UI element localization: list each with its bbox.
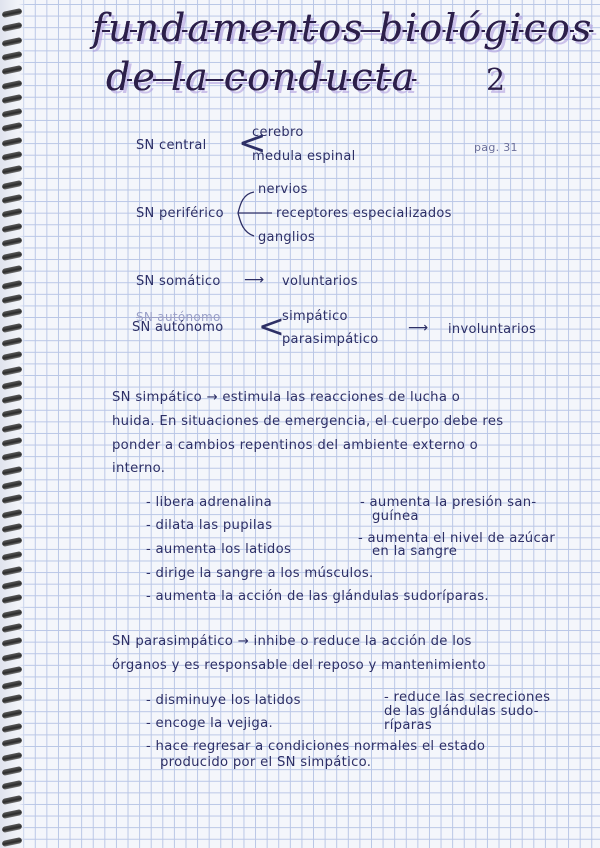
- spiral-ring: [2, 323, 23, 333]
- spiral-ring: [2, 823, 23, 833]
- simpatico-bullet: - dilata las pupilas: [146, 518, 273, 533]
- spiral-ring: [2, 480, 23, 490]
- arrow-right-icon: ⟶: [244, 272, 265, 288]
- page-title-line2: de la conducta: [106, 55, 417, 99]
- simpatico-bullet: - aumenta los latidos: [146, 542, 292, 557]
- spiral-ring: [2, 437, 23, 447]
- spiral-ring: [2, 623, 23, 633]
- spiral-ring: [2, 22, 23, 32]
- spiral-ring: [2, 151, 23, 161]
- spiral-ring: [2, 94, 23, 104]
- sn-autonomo-item: parasimpático: [282, 332, 379, 347]
- sn-autonomo-struck: SN autónomo: [136, 310, 221, 324]
- spiral-ring: [2, 51, 23, 61]
- page-reference: pag. 31: [474, 141, 518, 154]
- spiral-ring: [2, 423, 23, 433]
- spiral-ring: [2, 380, 23, 390]
- sn-autonomo-item: simpático: [282, 309, 348, 324]
- spiral-ring: [2, 666, 23, 676]
- spiral-ring: [2, 165, 23, 175]
- spiral-ring: [2, 680, 23, 690]
- spiral-ring: [2, 752, 23, 762]
- simpatico-bullet: - dirige la sangre a los músculos.: [146, 566, 374, 581]
- simpatico-bullet-cont: en la sangre: [372, 544, 458, 559]
- sn-periferico-item: ganglios: [258, 230, 316, 245]
- spiral-ring: [2, 108, 23, 118]
- spiral-ring: [2, 794, 23, 804]
- spiral-ring: [2, 265, 23, 275]
- parasimpatico-line: órganos y es responsable del reposo y mantenimiento: [112, 658, 486, 673]
- spiral-ring: [2, 737, 23, 747]
- page-title-number: 2: [486, 63, 506, 98]
- spiral-ring: [2, 122, 23, 132]
- spiral-ring: [2, 580, 23, 590]
- parasimpatico-bullet-cont: ríparas: [384, 718, 433, 733]
- parasimpatico-bullet: - disminuye los latidos: [146, 693, 301, 708]
- spiral-ring: [2, 809, 23, 819]
- spiral-ring: [2, 408, 23, 418]
- sn-periferico-label: SN periférico: [136, 206, 224, 221]
- spiral-ring: [2, 65, 23, 75]
- parasimpatico-line: SN parasimpático → inhibe o reduce la acción de los: [112, 634, 472, 649]
- sn-autonomo-label: SN autónomo: [132, 320, 224, 335]
- spiral-ring: [2, 637, 23, 647]
- simpatico-line: huida. En situaciones de emergencia, el cuerpo debe res: [112, 414, 504, 429]
- parasimpatico-bullet: - reduce las secreciones: [384, 690, 551, 705]
- spiral-ring: [2, 351, 23, 361]
- spiral-ring: [2, 780, 23, 790]
- spiral-ring: [2, 222, 23, 232]
- sn-periferico-item: nervios: [258, 182, 308, 197]
- brace-icon: <: [238, 123, 267, 163]
- simpatico-line: interno.: [112, 461, 166, 476]
- spiral-ring: [2, 137, 23, 147]
- spiral-ring: [2, 280, 23, 290]
- spiral-ring: [2, 537, 23, 547]
- spiral-ring: [2, 508, 23, 518]
- spiral-ring: [2, 194, 23, 204]
- simpatico-bullet: - aumenta la presión san-: [360, 495, 537, 510]
- simpatico-bullet-cont: guínea: [372, 509, 419, 524]
- sn-central-item: medula espinal: [252, 149, 356, 164]
- spiral-ring: [2, 594, 23, 604]
- simpatico-bullet: - libera adrenalina: [146, 495, 273, 510]
- spiral-ring: [2, 709, 23, 719]
- sn-autonomo-result: involuntarios: [448, 322, 537, 337]
- spiral-ring: [2, 551, 23, 561]
- spiral-ring: [2, 694, 23, 704]
- spiral-ring: [2, 766, 23, 776]
- spiral-ring: [2, 37, 23, 47]
- spiral-ring: [2, 8, 23, 18]
- spiral-ring: [2, 365, 23, 375]
- spiral-ring: [2, 394, 23, 404]
- spiral-ring: [2, 337, 23, 347]
- spiral-ring: [2, 466, 23, 476]
- parasimpatico-bullet: - encoge la vejiga.: [146, 716, 273, 731]
- spiral-ring: [2, 451, 23, 461]
- page-title-line1: fundamentos biológicos: [92, 6, 594, 50]
- parasimpatico-bullet-cont: producido por el SN simpático.: [160, 755, 372, 770]
- spiral-ring: [2, 609, 23, 619]
- spiral-ring: [2, 208, 23, 218]
- spiral-ring: [2, 494, 23, 504]
- spiral-ring: [2, 79, 23, 89]
- spiral-ring: [2, 837, 23, 847]
- spiral-ring: [2, 180, 23, 190]
- sn-central-item: cerebro: [252, 125, 304, 140]
- spiral-ring: [2, 566, 23, 576]
- simpatico-bullet: - aumenta la acción de las glándulas sudoríparas.: [146, 589, 489, 604]
- parasimpatico-bullet: - hace regresar a condiciones normales el estado: [146, 739, 486, 754]
- spiral-ring: [2, 308, 23, 318]
- notebook-spiral: [0, 0, 26, 848]
- brace-icon: <: [258, 307, 285, 345]
- sn-somatico-result: voluntarios: [282, 274, 358, 289]
- spiral-ring: [2, 251, 23, 261]
- simpatico-bullet: - aumenta el nivel de azúcar: [358, 531, 556, 546]
- simpatico-line: ponder a cambios repentinos del ambiente externo o: [112, 438, 479, 453]
- parasimpatico-bullet-cont: de las glándulas sudo-: [384, 704, 539, 719]
- arrow-right-icon: ⟶: [408, 320, 429, 336]
- sn-periferico-item: receptores especializados: [276, 206, 452, 221]
- sn-somatico-label: SN somático: [136, 274, 221, 289]
- spiral-ring: [2, 237, 23, 247]
- spiral-ring: [2, 294, 23, 304]
- simpatico-line: SN simpático → estimula las reacciones de lucha o: [112, 390, 461, 405]
- spiral-ring: [2, 723, 23, 733]
- spiral-ring: [2, 523, 23, 533]
- spiral-ring: [2, 651, 23, 661]
- sn-central-label: SN central: [136, 138, 207, 153]
